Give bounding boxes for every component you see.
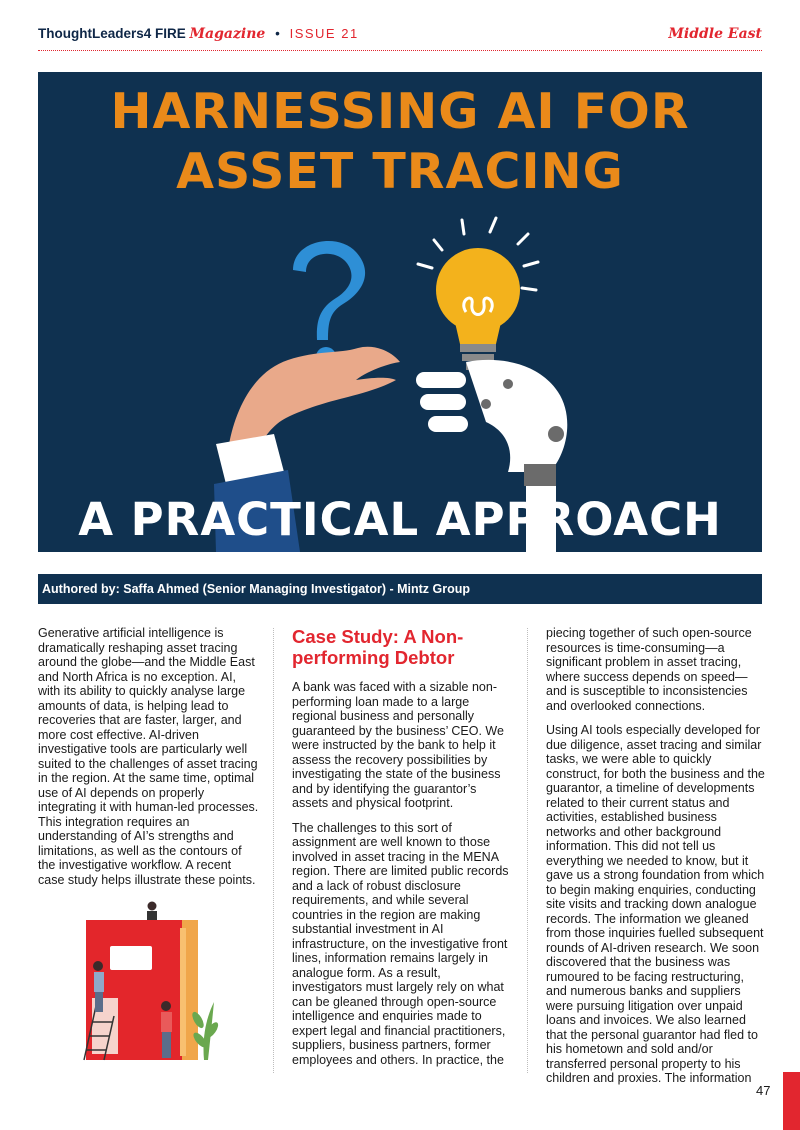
region-label: Middle East	[668, 26, 762, 42]
column-2-paragraph: A bank was faced with a sizable non-performing loan made to a large regional business and personally guaranteed by the business’ CEO. We were instructed by the bank to help it assess the recovery possibilities by investigating the state of the business and by identifying the guarantor’s assets and physical footprint.	[292, 680, 504, 810]
issue-label: ISSUE 21	[289, 26, 359, 41]
hero-subtitle: A PRACTICAL APPROACH	[78, 493, 722, 546]
header-divider	[38, 50, 762, 51]
column-3-paragraph: piecing together of such open-source resources is time-consuming—a significant problem in asset tracing, where success depends on speed—and is susceptible to inconsistencies and overlooked connections.	[546, 626, 752, 713]
column-3-paragraph: Using AI tools especially developed for due diligence, asset tracing and similar tasks, we were able to quickly construct, for both the business and the guarantor, a timeline of developments related to their current status and activities, established business networks and other background information. This did not tell us everything we needed to know, but it gave us a strong foundation from which to begin making enquiries, conducting site visits and tracking down analogue records. The information we gleaned from those inquiries fuelled subsequent rounds of AI-driven research. We soon discovered that the business was rumoured to be facing restructuring, and numerous banks and suppliers were pursuing litigation over unpaid loans and invoices. We also learned that the personal guarantor had fled to his hometown and sold and/or transferred personal property to his children and proxies. The information	[546, 723, 765, 1085]
column-2-paragraph: The challenges to this sort of assignment are well known to those involved in asset tracing in the MENA region. There are limited public records and a lack of robust disclosure requirements, and while several countries in the region are making substantial investment in AI infrastructure, on the investigative front lines, information remains largely in analogue form. As a result, investigators must largely rely on what can be gleaned through open-source intelligence and enquiries made to expert legal and financial practitioners, suppliers, business partners, former employees and others. In practice, the	[292, 820, 509, 1067]
column-divider	[273, 628, 274, 1073]
column-3	[546, 626, 771, 1098]
hero-title	[38, 82, 762, 202]
page-header	[38, 26, 762, 46]
hero-title-line1: HARNESSING AI FOR	[110, 83, 690, 140]
page-corner-tab	[783, 1072, 800, 1130]
binder-label	[110, 946, 152, 970]
files-people-illustration	[70, 898, 220, 1063]
page-number: 47	[756, 1083, 771, 1098]
author-byline: Authored by: Saffa Ahmed (Senior Managing Investigator) - Mintz Group	[38, 574, 762, 604]
magazine-label: Magazine	[189, 26, 266, 42]
person-icon	[147, 902, 157, 921]
lightbulb-icon	[418, 218, 538, 370]
column-1-paragraph: Generative artificial intelligence is dramatically reshaping asset tracing around the globe—and the Middle East and North Africa is no exception. AI, with its ability to quickly analyse large amounts of data, is helping lead to recoveries that are faster, larger, and more cost effective. AI-driven investigative tools are particularly well suited to the challenges of asset tracing in the region. At the same time, optimal use of AI depends on properly integrating it with human-led processes. This integration requires an understanding of AI’s strengths and limitations, as well as the contours of the investigative workflow. A recent case study helps illustrate these points.	[38, 626, 259, 887]
hero-banner	[38, 72, 762, 552]
question-mark-icon	[293, 241, 365, 367]
hero-title-line2: ASSET TRACING	[176, 143, 624, 200]
header-left	[38, 26, 359, 42]
column-divider	[527, 628, 528, 1073]
case-study-heading: Case Study: A Non-performing Debtor	[292, 626, 464, 668]
column-2	[292, 626, 514, 1077]
header-separator: •	[275, 26, 280, 41]
column-1	[38, 626, 260, 897]
brand-name: ThoughtLeaders4 FIRE	[38, 26, 186, 41]
